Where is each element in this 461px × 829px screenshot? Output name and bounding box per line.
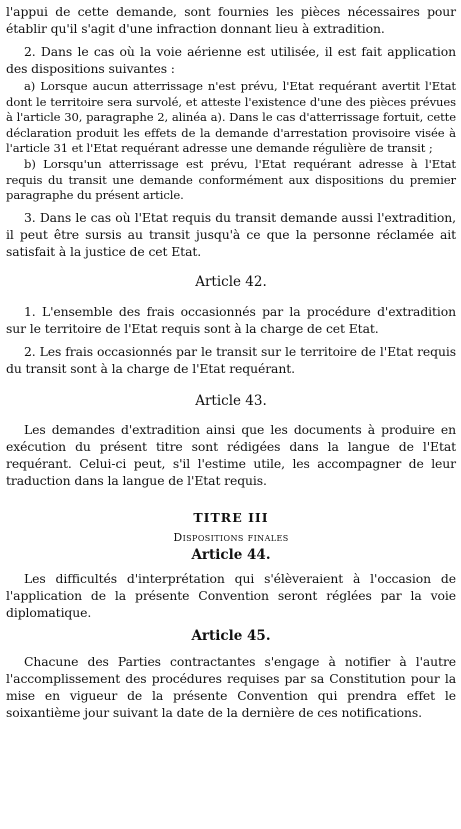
article-43-heading: Article 43.: [195, 392, 267, 409]
paragraph-3: 3. Dans le cas où l'Etat requis du transit demande aussi l'extradition, il peut être sursis au transit jusqu'à ce que la personne réclamée ait satisfait à la justice de cet Etat.: [6, 209, 456, 259]
article-42-paragraph-2: 2. Les frais occasionnés par le transit sur le territoire de l'Etat requis du transit sont à la charge de l'Etat requérant.: [6, 343, 456, 376]
titre-subheading: Dispositions finales: [173, 530, 289, 544]
titre-heading: TITRE III: [193, 509, 269, 525]
article-42-heading: Article 42.: [195, 273, 267, 290]
article-43-paragraph-1: Les demandes d'extradition ainsi que les documents à produire en exécution du présent titre sont rédigées dans la langue de l'Etat requérant. Celui-ci peut, s'il l'estime utile, les accompagner de leur traduction dans la langue de l'Etat requis.: [6, 421, 456, 488]
article-45-paragraph-1: Chacune des Parties contractantes s'engage à notifier à l'autre l'accomplissement des procédures requises par sa Constitution pour la mise en vigueur de la présente Convention qui prendra effet le soixantième jour suivant la date de la dernière de ces notifications.: [6, 653, 456, 720]
article-42-paragraph-1: 1. L'ensemble des frais occasionnés par la procédure d'extradition sur le territoire de l'Etat requis sont à la charge de cet Etat.: [6, 303, 456, 336]
paragraph-b: b) Lorsqu'un atterrissage est prévu, l'Etat requérant adresse à l'Etat requis du transit une demande conformément aux dispositions du premier paragraphe du présent article.: [6, 156, 456, 203]
paragraph-a: a) Lorsque aucun atterrissage n'est prévu, l'Etat requérant avertit l'Etat dont le territoire sera survolé, et atteste l'existence d'une des pièces prévues à l'article 30, paragraphe 2, alinéa a). Dans le cas d'atterrissage fortuit, cette déclaration produit les effets de la demande d'arrestation provisoire visée à l'article 31 et l'Etat requérant adresse une demande régulière de transit ;: [6, 79, 456, 156]
document-page: [6, 3, 456, 721]
article-44-paragraph-1: Les difficultés d'interprétation qui s'élèveraient à l'occasion de l'application de la présente Convention seront réglées par la voie diplomatique.: [6, 570, 456, 620]
article-44-heading: Article 44.: [191, 546, 271, 563]
article-45-heading: Article 45.: [191, 627, 271, 644]
paragraph-2: 2. Dans le cas où la voie aérienne est utilisée, il est fait application des dispositions suivantes :: [6, 44, 456, 76]
paragraph-intro: l'appui de cette demande, sont fournies les pièces nécessaires pour établir qu'il s'agit d'une infraction donnant lieu à extradition.: [6, 4, 456, 36]
